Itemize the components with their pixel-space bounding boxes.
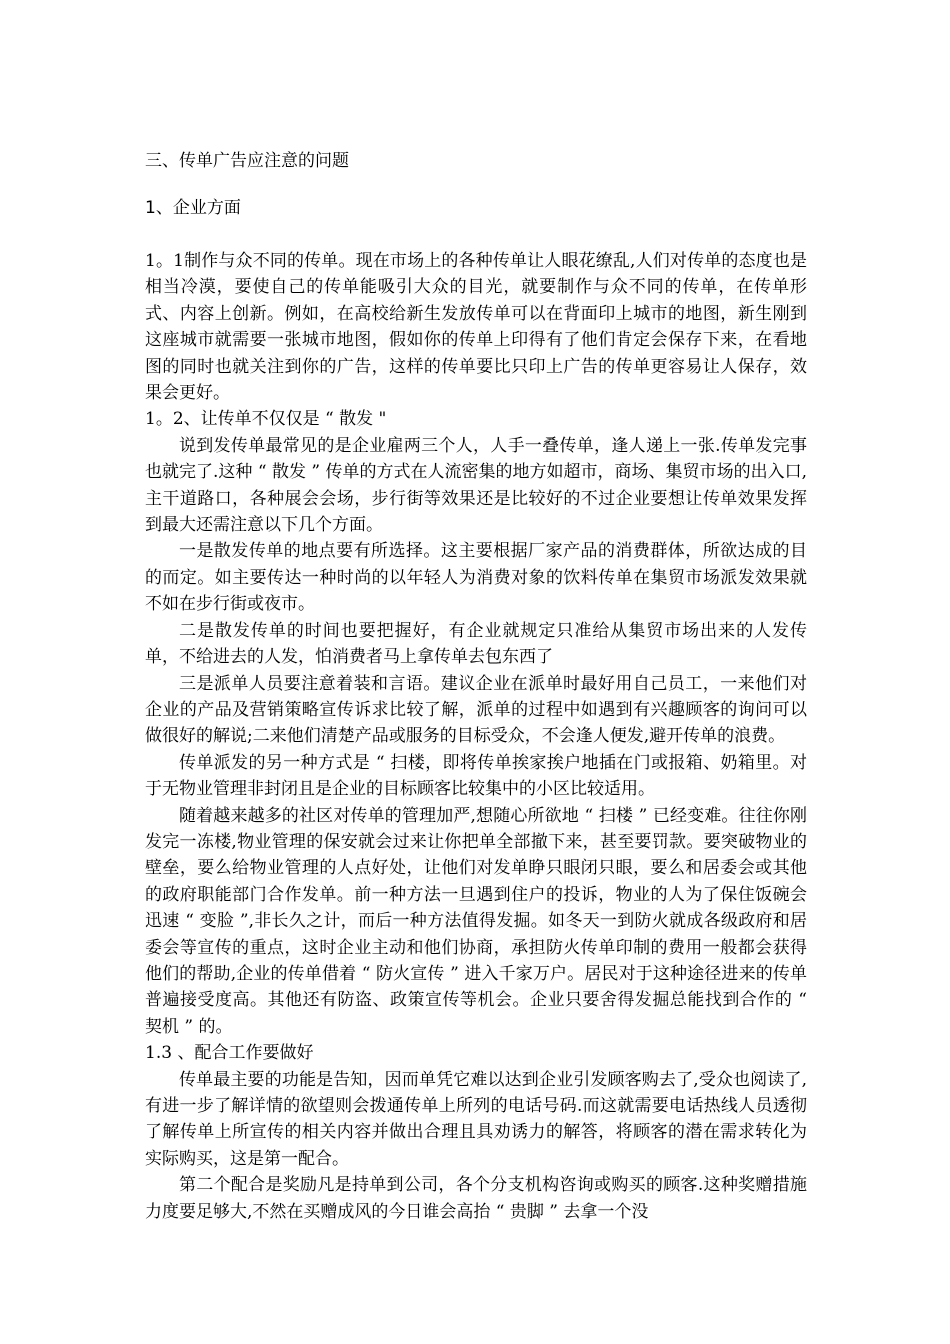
paragraph-staff: 三是派单人员要注意着装和言语。建议企业在派单时最好用自己员工，一来他们对企业的产品及营销策略宣传诉求比较了解，派单的过程中如遇到有兴趣顾客的询问可以做很好的解说;二来他们清楚产品或服务的目标受众，不会逢人便发,避开传单的浪费。 (145, 673, 807, 747)
paragraph-distribution: 说到发传单最常见的是企业雇两三个人，人手一叠传单，逢人递上一张.传单发完事也就完了.这种 “ 散发 ” 传单的方式在人流密集的地方如超市，商场、集贸市场的出入口,主干道路口，各种展会会场，步行街等效果还是比较好的不过企业要想让传单效果发挥到最大还需注意以下几个方面。 (145, 435, 807, 536)
paragraph-location: 一是散发传单的地点要有所选择。这主要根据厂家产品的消费群体，所欲达成的目的而定。如主要传达一种时尚的以年轻人为消费对象的饮料传单在集贸市场派发效果就不如在步行街或夜市。 (145, 541, 807, 615)
subsection-title: 1、企业方面 (145, 198, 241, 218)
section-title: 三、传单广告应注意的问题 (145, 151, 349, 171)
paragraph-second-coordination: 第二个配合是奖励凡是持单到公司，各个分支机构咨询或购买的顾客.这种奖赠措施力度要足够大,不然在买赠成风的今日谁会高抬 “ 贵脚 ” 去拿一个没 (145, 1175, 807, 1222)
paragraph-first-coordination: 传单最主要的功能是告知，因而单凭它难以达到企业引发顾客购去了,受众也阅读了,有进一步了解详情的欲望则会拨通传单上所列的电话号码.而这就需要电话热线人员透彻了解传单上所宣传的相关内容并做出合理且具劝诱力的解答，将顾客的潜在需求转化为实际购买，这是第一配合。 (145, 1069, 807, 1169)
heading-1-3: 1.3 、配合工作要做好 (145, 1043, 314, 1064)
paragraph-property-management: 随着越来越多的社区对传单的管理加严,想随心所欲地 “ 扫楼 ” 已经变难。往往你刚发完一冻楼,物业管理的保安就会过来让你把单全部撤下来，甚至要罚款。要突破物业的壁垒，要么给物业管理的人点好处，让他们对发单睁只眼闭只眼，要么和居委会或其他的政府职能部门合作发单。前一种方法一旦遇到住户的投诉，物业的人为了保住饭碗会迅速 “ 变脸 ”,非长久之计，而后一种方法值得发掘。如冬天一到防火就成各级政府和居委会等宣传的重点，这时企业主动和他们协商，承担防火传单印制的费用一般都会获得他们的帮助,企业的传单借着 “ 防火宣传 ” 进入千家万户。居民对于这种途径进来的传单普遍接受度高。其他还有防盗、政策宣传等机会。企业只要舍得发掘总能找到合作的 “ 契机 ” 的。 (145, 805, 807, 1037)
paragraph-1-1: 1。1制作与众不同的传单。现在市场上的各种传单让人眼花缭乱,人们对传单的态度也是相当冷漠，要使自己的传单能吸引大众的目光，就要制作与众不同的传单，在传单形式、内容上创新。例如，在高校给新生发放传单可以在背面印上城市的地图，新生刚到这座城市就需要一张城市地图，假如你的传单上印得有了他们肯定会保存下来，在看地图的同时也就关注到你的广告，这样的传单要比只印上广告的传单更容易让人保存，效果会更好。 (145, 251, 807, 404)
paragraph-door-to-door: 传单派发的另一种方式是 “ 扫楼，即将传单挨家挨户地插在门或报箱、奶箱里。对于无物业管理非封闭且是企业的目标顾客比较集中的小区比较适用。 (145, 752, 807, 800)
paragraph-timing: 二是散发传单的时间也要把握好，有企业就规定只准给从集贸市场出来的人发传单，不给进去的人发，怕消费者马上拿传单去包东西了 (145, 620, 807, 668)
document-page (145, 148, 807, 1225)
heading-1-2: 1。2、让传单不仅仅是 “ 散发 " (145, 409, 387, 430)
